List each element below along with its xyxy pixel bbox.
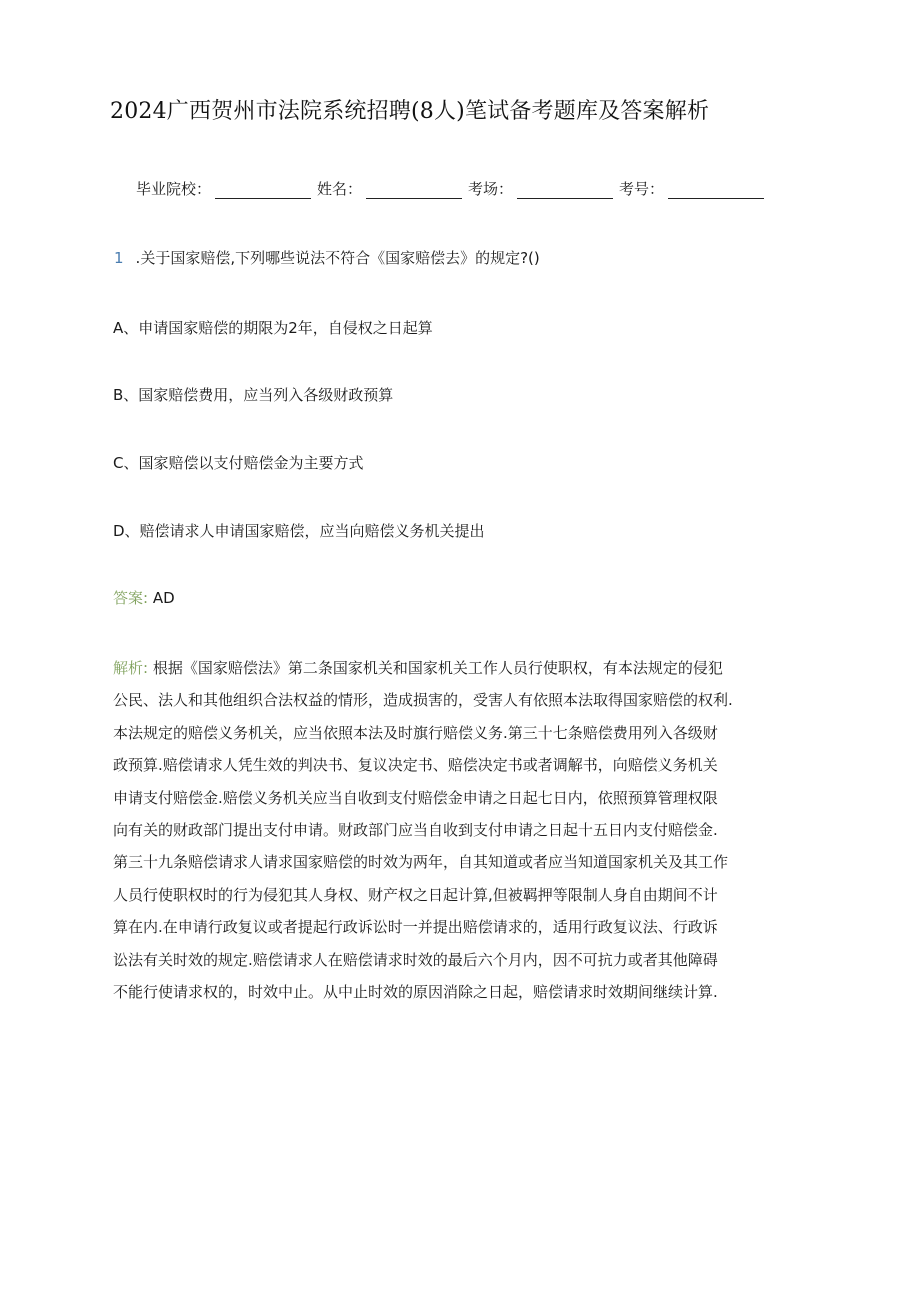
analysis-label: 解析: [113, 659, 149, 677]
exam-room-label: 考场： [468, 180, 514, 198]
exam-number-label: 考号： [619, 180, 665, 198]
analysis-block [113, 652, 813, 1008]
option-c: C、国家赔偿以支付赔偿金为主要方式 [113, 454, 364, 472]
analysis-line: 不能行使请求权的，时效中止。从中止时效的原因消除之日起，赔偿请求时效期间继续计算. [113, 982, 718, 1001]
analysis-line: 第三十九条赔偿请求人请求国家赔偿的时效为两年，自其知道或者应当知道国家机关及其工作 [113, 853, 729, 872]
analysis-line: 讼法有关时效的规定.赔偿请求人在赔偿请求时效的最后六个月内，因不可抗力或者其他障碍 [113, 950, 718, 969]
candidate-info-row [136, 178, 796, 199]
analysis-line: 向有关的财政部门提出支付申请。财政部门应当自收到支付申请之日起十五日内支付赔偿金. [113, 820, 718, 839]
analysis-line: 解析: 根据《国家赔偿法》第二条国家机关和国家机关工作人员行使职权，有本法规定的侵犯 [113, 659, 723, 677]
exam-number-blank [668, 180, 764, 199]
analysis-line: 本法规定的赔偿义务机关，应当依照本法及时旗行赔偿义务.第三十七条赔偿费用列入各级财 [113, 723, 718, 742]
school-blank [215, 180, 311, 199]
question-number: 1 [114, 249, 124, 267]
analysis-line: 政预算.赔偿请求人凭生效的判决书、复议决定书、赔偿决定书或者调解书，向赔偿义务机关 [113, 756, 718, 775]
name-blank [366, 180, 462, 199]
answer-row [113, 587, 175, 608]
school-label: 毕业院校： [136, 180, 212, 198]
analysis-line: 申请支付赔偿金.赔偿义务机关应当自收到支付赔偿金申请之日起七日内，依照预算管理权限 [113, 788, 718, 807]
option-a: A、申请国家赔偿的期限为2年，自侵权之日起算 [113, 319, 433, 337]
option-d: D、赔偿请求人申请国家赔偿，应当向赔偿义务机关提出 [113, 522, 485, 540]
document-title: 2024广西贺州市法院系统招聘(8人)笔试备考题库及答案解析 [110, 99, 710, 124]
question-text: .关于国家赔偿,下列哪些说法不符合《国家赔偿去》的规定?() [135, 249, 540, 267]
option-b: B、国家赔偿费用，应当列入各级财政预算 [113, 386, 394, 404]
answer-label: 答案: [113, 589, 149, 607]
answer-value: AD [152, 589, 175, 607]
exam-room-blank [517, 180, 613, 199]
analysis-line: 公民、法人和其他组织合法权益的情形，造成损害的，受害人有依照本法取得国家赔偿的权利. [113, 691, 733, 710]
analysis-line: 算在内.在申请行政复议或者提起行政诉讼时一并提出赔偿请求的，适用行政复议法、行政诉 [113, 918, 718, 937]
analysis-line: 人员行使职权时的行为侵犯其人身权、财产权之日起计算,但被羁押等限制人身自由期间不计 [113, 885, 718, 904]
question-stem [114, 247, 540, 268]
name-label: 姓名： [317, 180, 363, 198]
